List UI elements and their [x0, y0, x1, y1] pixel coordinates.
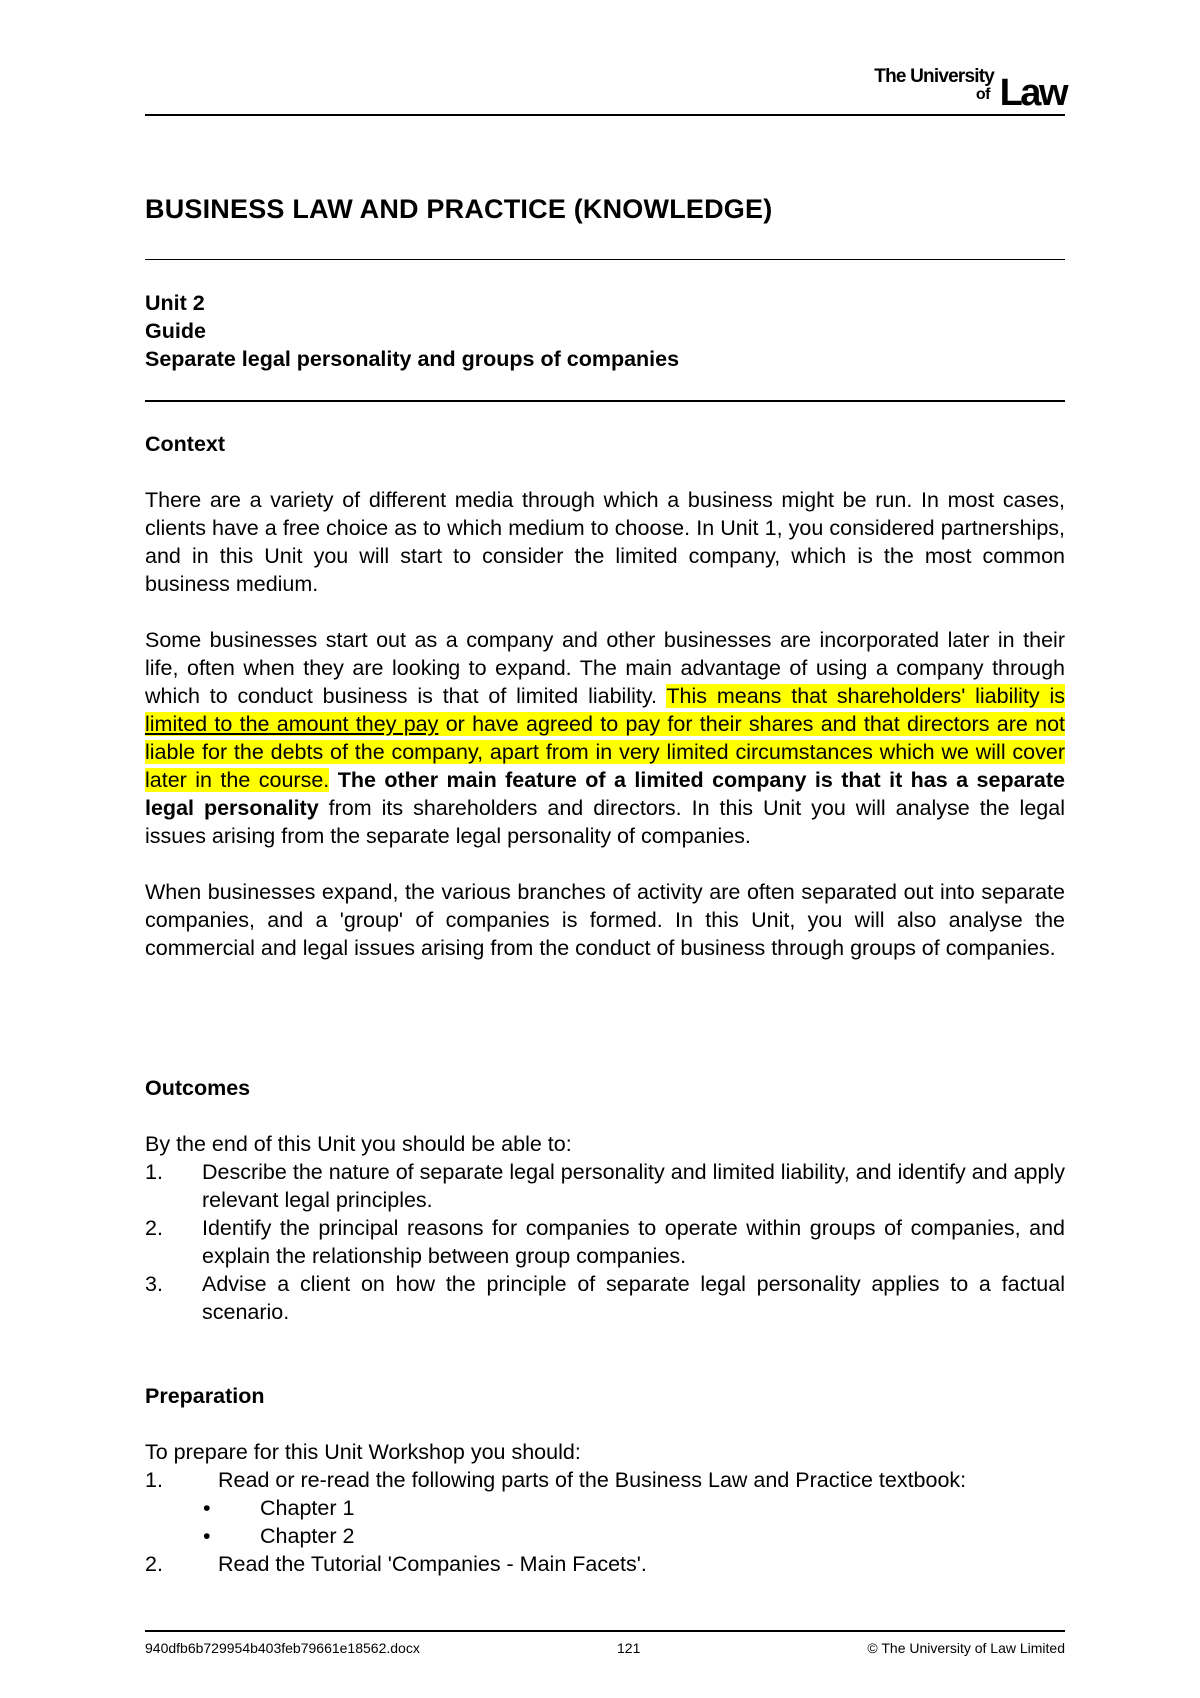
- footer-rule: [145, 1630, 1065, 1632]
- bold-key-statement: The other main feature of a limited company is that it has a separate legal personality: [145, 768, 1065, 820]
- logo-text-university: The University: [874, 66, 994, 87]
- context-heading: Context: [145, 432, 226, 456]
- highlight-part-b: or have agreed to pay for their shares and that directors are not liable for the debts of the company, apart from in very limited circumstances which we will cover later in the course.: [145, 712, 1065, 792]
- bullet-text: Chapter 1: [260, 1496, 355, 1520]
- outcomes-section: [145, 1074, 1065, 1326]
- list-item-text: Read the Tutorial 'Companies - Main Facets'.: [218, 1552, 647, 1576]
- list-number: 3.: [145, 1272, 163, 1296]
- page-number: 121: [617, 1640, 641, 1656]
- list-item-text: Describe the nature of separate legal personality and limited liability, and identify and apply relevant legal principles.: [202, 1160, 1065, 1212]
- logo-text-of: of: [975, 86, 990, 103]
- chapter-bullets: [145, 1494, 1065, 1550]
- unit-number: Unit 2: [145, 291, 205, 315]
- list-number: 1.: [145, 1160, 163, 1184]
- preparation-heading: Preparation: [145, 1384, 265, 1408]
- outcomes-intro: By the end of this Unit you should be able to:: [145, 1132, 572, 1156]
- list-item-text: Advise a client on how the principle of separate legal personality applies to a factual scenario.: [202, 1272, 1065, 1324]
- preparation-list-continued: [145, 1550, 1065, 1578]
- preparation-intro: To prepare for this Unit Workshop you should:: [145, 1440, 581, 1464]
- preparation-list: [145, 1466, 1065, 1494]
- bullet-icon: •: [203, 1524, 211, 1548]
- context-section: [145, 430, 1065, 962]
- list-item: [145, 1214, 1065, 1270]
- context-p2-space: [329, 768, 337, 792]
- title-rule: [145, 259, 1065, 260]
- header-rule: [145, 114, 1065, 116]
- bullet-item: [145, 1494, 1065, 1522]
- unit-topic: Separate legal personality and groups of companies: [145, 347, 680, 371]
- highlight-part-a: This means that shareholders' liability is: [666, 684, 1065, 708]
- context-paragraph-2: [145, 626, 1065, 850]
- unit-heading-block: [145, 289, 1065, 373]
- list-item: [145, 1466, 1065, 1494]
- page-title: BUSINESS LAW AND PRACTICE (KNOWLEDGE): [145, 194, 773, 224]
- list-item-text: Identify the principal reasons for companies to operate within groups of companies, and explain the relationship between group companies.: [202, 1216, 1065, 1268]
- list-number: 1.: [145, 1468, 163, 1492]
- list-item: [145, 1550, 1065, 1578]
- footer-filename: 940dfb6b729954b403feb79661e18562.docx: [145, 1640, 420, 1656]
- context-p2-end: from its shareholders and directors. In this Unit you will analyse the legal issues arising from the separate legal personality of companies.: [145, 796, 1065, 848]
- list-number: 2.: [145, 1552, 163, 1576]
- context-paragraph-1: There are a variety of different media through which a business might be run. In most cases, clients have a free choice as to which medium to choose. In Unit 1, you considered partnerships, and in this Unit you will start to consider the limited company, which is the most common business medium.: [145, 488, 1065, 596]
- list-item: [145, 1270, 1065, 1326]
- logo-text-law: Law: [999, 72, 1066, 114]
- preparation-section: [145, 1382, 1065, 1578]
- bullet-text: Chapter 2: [260, 1524, 355, 1548]
- underlined-text: limited to the amount they pay: [145, 712, 439, 736]
- bullet-icon: •: [203, 1496, 211, 1520]
- unit-guide-label: Guide: [145, 319, 206, 343]
- list-item: [145, 1158, 1065, 1214]
- bullet-item: [145, 1522, 1065, 1550]
- outcomes-heading: Outcomes: [145, 1076, 251, 1100]
- unit-rule: [145, 400, 1065, 402]
- context-paragraph-3: When businesses expand, the various branches of activity are often separated out into separate companies, and a 'group' of companies is formed. In this Unit, you will also analyse the commercial and legal issues arising from the conduct of business through groups of companies.: [145, 880, 1065, 960]
- list-number: 2.: [145, 1216, 163, 1240]
- footer-copyright: © The University of Law Limited: [867, 1640, 1065, 1656]
- context-p2-text: Some businesses start out as a company and other businesses are incorporated later in their life, often when they are looking to expand. The main advantage of using a company through which to conduct business is that of limited liability.: [145, 628, 1065, 708]
- university-of-law-logo: [856, 62, 1066, 114]
- page-footer: [145, 1640, 1065, 1656]
- outcomes-list: [145, 1158, 1065, 1326]
- list-item-text: Read or re-read the following parts of the Business Law and Practice textbook:: [218, 1468, 967, 1492]
